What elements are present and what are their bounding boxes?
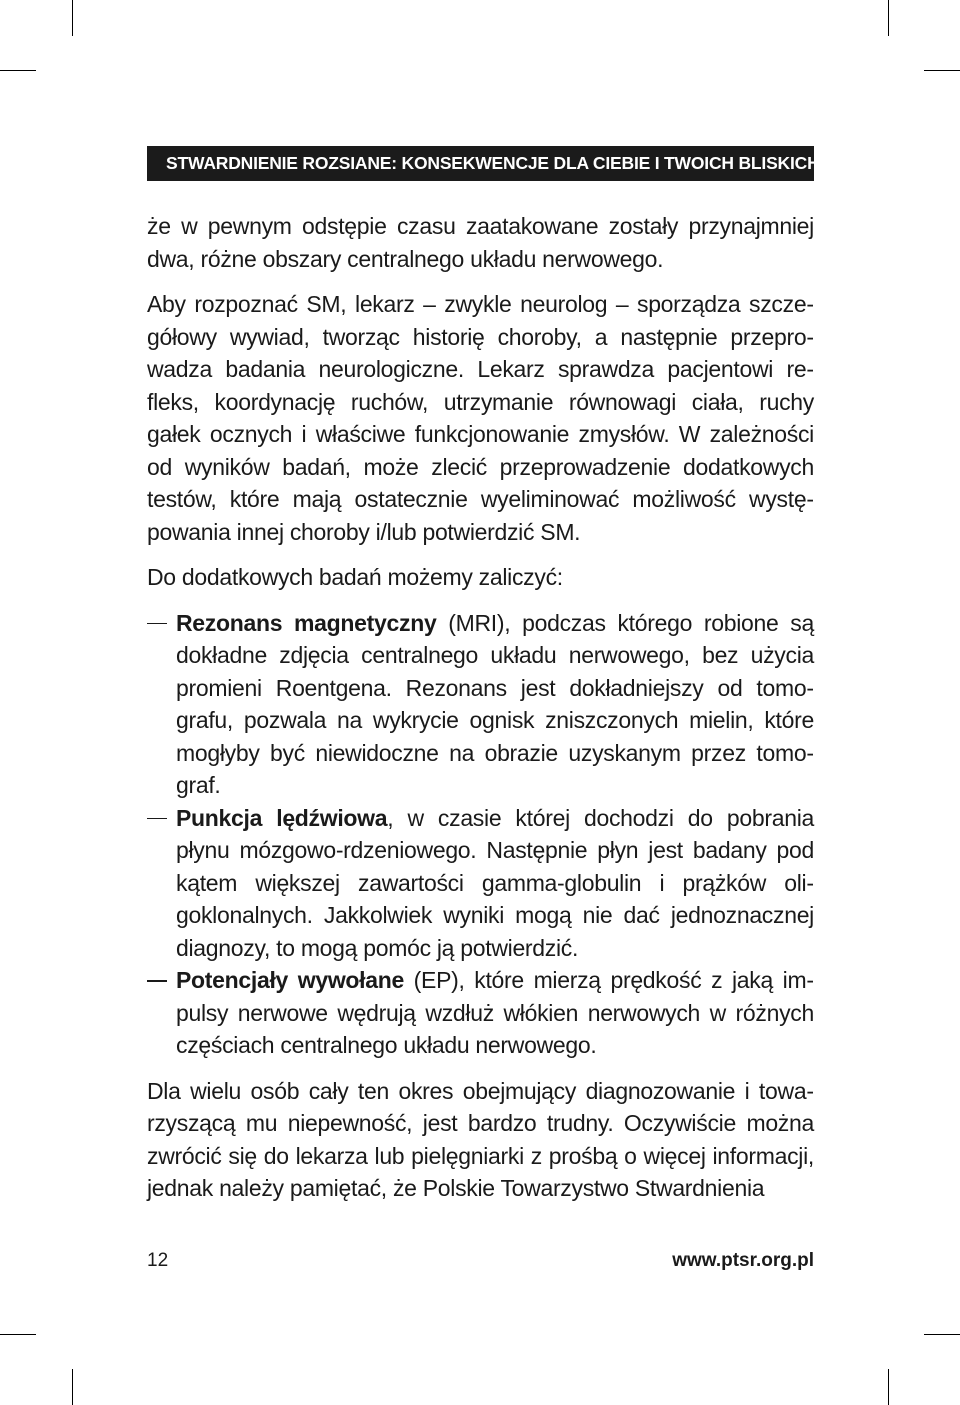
crop-mark-left-bottom <box>0 1334 36 1335</box>
crop-mark-left-top <box>0 70 36 71</box>
crop-mark-bottom-right <box>888 1369 889 1405</box>
list-item <box>147 607 814 802</box>
website-url: www.ptsr.org.pl <box>672 1250 814 1271</box>
crop-mark-right-bottom <box>924 1334 960 1335</box>
crop-mark-top-left <box>72 0 73 36</box>
dash-bullet-icon <box>147 980 167 982</box>
list-item-term: Rezonans magnetyczny <box>176 609 437 636</box>
list-item <box>147 964 814 1062</box>
page-body <box>147 210 814 1218</box>
crop-mark-bottom-left <box>72 1369 73 1405</box>
dash-bullet-icon <box>147 818 167 820</box>
list-item-text: (MRI), podczas którego robione są dokładne zdjęcia centralnego układu nerwowego, bez użycia promieni Roentgena. Rezonans jest dokładniejszy od tomografu, pozwala na wykrycie ognisk zniszczonych mielin, które mogłyby być niewidoczne na obrazie uzyskanym przez tomograf. <box>176 609 814 798</box>
body-paragraph-1: że w pewnym odstępie czasu zaatakowane zostały przynajmniej dwa, różne obszary centralnego układu nerwowego. <box>147 213 814 272</box>
running-header-title: STWARDNIENIE ROZSIANE: KONSEKWENCJE DLA CIEBIE I TWOICH BLISKICH <box>166 153 820 173</box>
body-paragraph-2: Aby rozpoznać SM, lekarz – zwykle neurolog – sporządza szczegółowy wywiad, tworząc historię choroby, a następnie przeprowadza badania neurologiczne. Lekarz sprawdza pacjentowi refleks, koordynację ruchów, utrzymanie równowagi ciała, ruchy gałek ocznych i właściwe funkcjonowanie zmysłów. W zależności od wyników badań, może zlecić przeprowadzenie dodatkowych testów, które mają ostatecznie wyeliminować możliwość występowania innej choroby i/lub potwierdzić SM. <box>147 291 814 545</box>
dash-bullet-icon <box>147 623 167 625</box>
list-item-text: , w czasie której dochodzi do pobrania płynu mózgowo-rdzeniowego. Następnie płyn jest badany pod kątem większej zawartości gamma-globulin i prążków oligoklonalnych. Jakkolwiek wyniki mogą nie dać jednoznacznej diagnozy, to mogą pomóc ją potwierdzić. <box>176 804 815 961</box>
diagnostic-tests-list <box>147 607 814 1062</box>
body-paragraph-3: Do dodatkowych badań możemy zaliczyć: <box>147 564 563 590</box>
list-item-term: Punkcja lędźwiowa <box>176 804 388 831</box>
running-header <box>147 146 820 181</box>
list-item <box>147 802 814 965</box>
crop-mark-top-right <box>888 0 889 36</box>
list-item-text: (EP), które mierzą prędkość z jaką impulsy nerwowe wędrują wzdłuż włókien nerwowych w różnych częściach centralnego układu nerwowego. <box>176 967 814 1058</box>
crop-mark-right-top <box>924 70 960 71</box>
list-item-term: Potencjały wywołane <box>176 967 404 993</box>
page-footer <box>147 1250 814 1276</box>
body-paragraph-4: Dla wielu osób cały ten okres obejmujący diagnozowanie i towarzyszącą mu niepewność, jest bardzo trudny. Oczywiście można zwrócić się do lekarza lub pielęgniarki z prośbą o więcej informacji, jednak należy pamiętać, że Polskie Towarzystwo Stwardnienia <box>147 1077 814 1201</box>
page-number: 12 <box>147 1250 169 1271</box>
